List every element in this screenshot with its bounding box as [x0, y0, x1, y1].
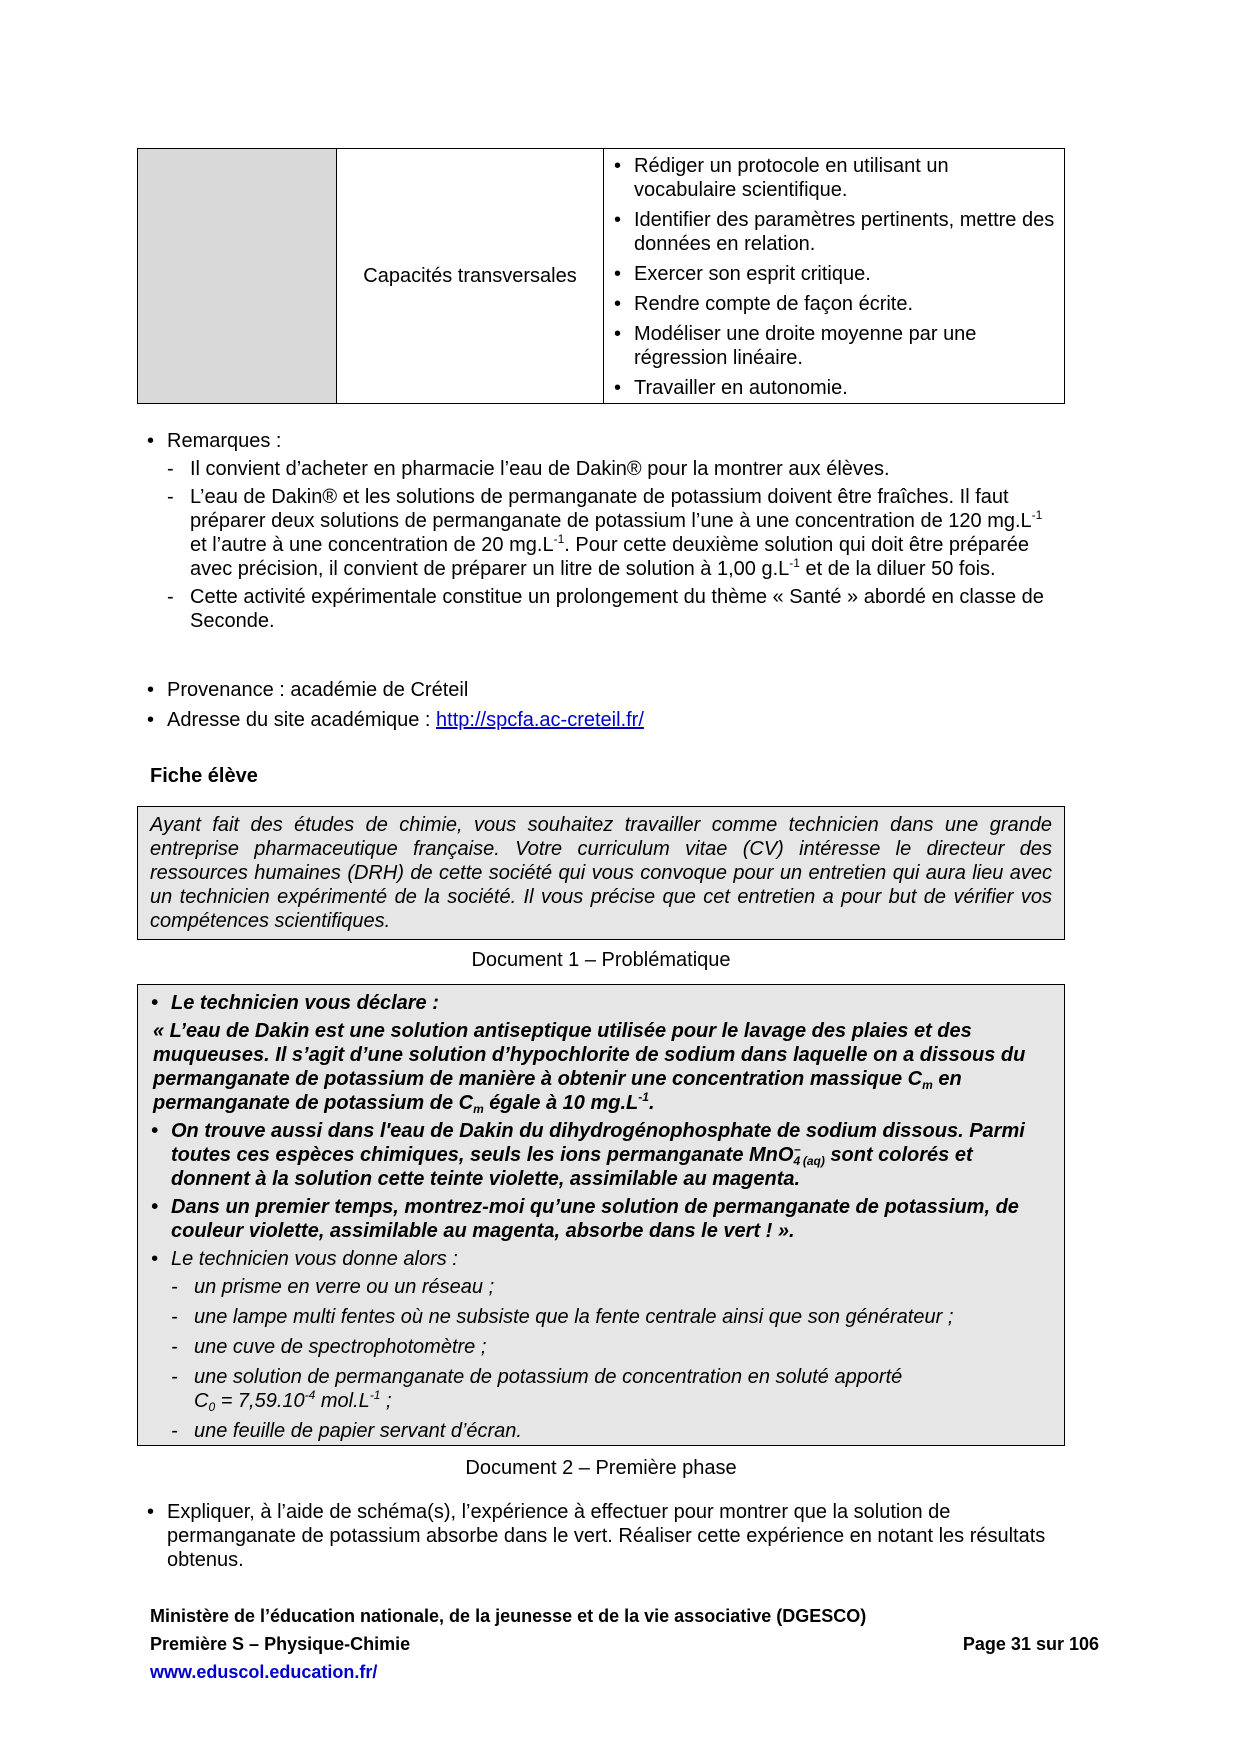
material-item: - une cuve de spectrophotomètre ; — [141, 1335, 1052, 1359]
remarks-title: • Remarques : - Il convient d’acheter en pharmacie l’eau de Dakin® pour la montrer aux élèves. - L’eau de Dakin® et les solutions de permanganate de potassium doivent être fraîches. Il faut préparer deux solutions de permanganate de potassium l’une à une concentration de 120 $mg.L^{-1}$ et l’autre à une concentration de 20 $mg.L^{-1}$. Pour cette deuxième solution qui doit être préparée avec précision, il convient de préparer un litre de solution à 1,00 $g.L^{-1}$ et de la diluer 50 fois. - Cette activité expérimentale constitue un prolongement du thème « Santé » abordé en classe de Seconde. — [137, 429, 1052, 633]
table-label: Capacités transversales — [363, 265, 577, 287]
list-item: • Dans un premier temps, montrez-moi qu’une solution de permanganate de potassium, de couleur violette, assimilable au magenta, absorbe dans le vert ! ». — [141, 1195, 1052, 1243]
provenance: • Provenance : académie de Créteil — [137, 678, 1052, 702]
document-2-caption: Document 2 – Première phase — [465, 1457, 737, 1479]
material-item: - une lampe multi fentes où ne subsiste que la fente centrale ainsi que son générateur ; — [141, 1305, 1052, 1329]
footer-ministry: Ministère de l’éducation nationale, de la jeunesse et de la vie associative (DGESCO) — [150, 1606, 867, 1626]
document-2-box — [137, 984, 1065, 1446]
footer-course: Première S – Physique-Chimie — [150, 1634, 411, 1654]
technician-statement: • Le technicien vous déclare : « L’eau de Dakin est une solution antiseptique utilisée pour le lavage des plaies et des muqueuses. Il s’agit d’une solution d’hypochlorite de sodium dans laquelle on a dissous du permanganate de potassium de manière à obtenir une concentration massique $C_m$ en permanganate de potassium de $C_m$ égale à 10 $mg.L^{-1}$. — [141, 991, 1052, 1115]
table-empty-cell — [138, 149, 337, 403]
list-item: • Le technicien vous donne alors : - un prisme en verre ou un réseau ; - une lampe multi fentes où ne subsiste que la fente centrale ainsi que son générateur ; - une cuve de spectrophotomètre ; - une solution de permanganate de potassium de concentration en soluté apporté $C_0 = 7,59.10^{-4}$ $mol.L^{-1}$ ; - une feuille de papier servant d’écran. — [141, 1247, 1052, 1443]
table-label-cell — [337, 149, 604, 403]
materials-list — [141, 1275, 1052, 1443]
table-items-cell — [604, 149, 1064, 403]
question-text: • Expliquer, à l’aide de schéma(s), l’expérience à effectuer pour montrer que la solution de permanganate de potassium absorbe dans le vert. Réaliser cette expérience en notant les résultats obtenus. — [137, 1500, 1052, 1572]
list-item: • Modéliser une droite moyenne par une régression linéaire. — [604, 322, 1064, 370]
list-item: • Rédiger un protocole en utilisant un vocabulaire scientifique. — [604, 154, 1064, 202]
source-section — [137, 678, 1052, 738]
question-section — [137, 1500, 1052, 1578]
list-item: • Rendre compte de façon écrite. — [604, 292, 1064, 316]
footer-url-link[interactable]: www.eduscol.education.fr/ — [150, 1662, 378, 1682]
list-item: • Identifier des paramètres pertinents, mettre des données en relation. — [604, 208, 1064, 256]
remarks-list — [137, 457, 1052, 633]
dakin-description: « L’eau de Dakin est une solution antiseptique utilisée pour le lavage des plaies et des muqueuses. Il s’agit d’une solution d’hypochlorite de sodium dans laquelle on a dissous du permanganate de potassium de manière à obtenir une concentration massique $C_m$ en permanganate de potassium de $C_m$ égale à 10 $mg.L^{-1}$. — [153, 1020, 1026, 1116]
material-item: - une solution de permanganate de potassium de concentration en soluté apporté $C_0 = 7,59.10^{-4}$ $mol.L^{-1}$ ; — [141, 1365, 1052, 1413]
list-item: • Travailler en autonomie. — [604, 376, 1064, 400]
remarks-section — [137, 429, 1052, 637]
skills-list — [604, 154, 1064, 400]
document-1-text: Ayant fait des études de chimie, vous souhaitez travailler comme technicien dans une grande entreprise pharmaceutique française. Votre curriculum vitae (CV) intéresse le directeur des ressources humaines (DRH) de cette société qui vous convoque pour un entretien qui aura lieu avec un technicien expérimenté de la société. Il vous précise que cet entretien a pour but de vérifier vos compétences scientifiques. — [150, 814, 1052, 932]
list-item: • Exercer son esprit critique. — [604, 262, 1064, 286]
material-item: - une feuille de papier servant d’écran. — [141, 1419, 1052, 1443]
material-item: - un prisme en verre ou un réseau ; — [141, 1275, 1052, 1299]
academic-address: • Adresse du site académique : http://spcfa.ac-creteil.fr/ — [137, 708, 1052, 732]
academic-site-link[interactable]: http://spcfa.ac-creteil.fr/ — [436, 709, 644, 731]
list-item: • On trouve aussi dans l'eau de Dakin du dihydrogénophosphate de sodium dissous. Parmi toutes ces espèces chimiques, seuls les ions permanganate MnO$_4$–$_{(aq)}$ sont colorés et donnent à la solution cette teinte violette, assimilable au magenta. — [141, 1119, 1052, 1191]
remark-item: - L’eau de Dakin® et les solutions de permanganate de potassium doivent être fraîches. Il faut préparer deux solutions de permanganate de potassium l’une à une concentration de 120 $mg.L^{-1}$ et l’autre à une concentration de 20 $mg.L^{-1}$. Pour cette deuxième solution qui doit être préparée avec précision, il convient de préparer un litre de solution à 1,00 $g.L^{-1}$ et de la diluer 50 fois. — [137, 485, 1052, 581]
document-1-box — [137, 806, 1065, 940]
remark-item: - Il convient d’acheter en pharmacie l’eau de Dakin® pour la montrer aux élèves. — [137, 457, 1052, 481]
document-1-caption: Document 1 – Problématique — [471, 949, 731, 971]
skills-table — [137, 148, 1065, 404]
fiche-eleve-title: Fiche élève — [150, 765, 258, 787]
remark-item: - Cette activité expérimentale constitue un prolongement du thème « Santé » abordé en classe de Seconde. — [137, 585, 1052, 633]
footer-page-number: Page 31 sur 106 — [962, 1634, 1099, 1654]
